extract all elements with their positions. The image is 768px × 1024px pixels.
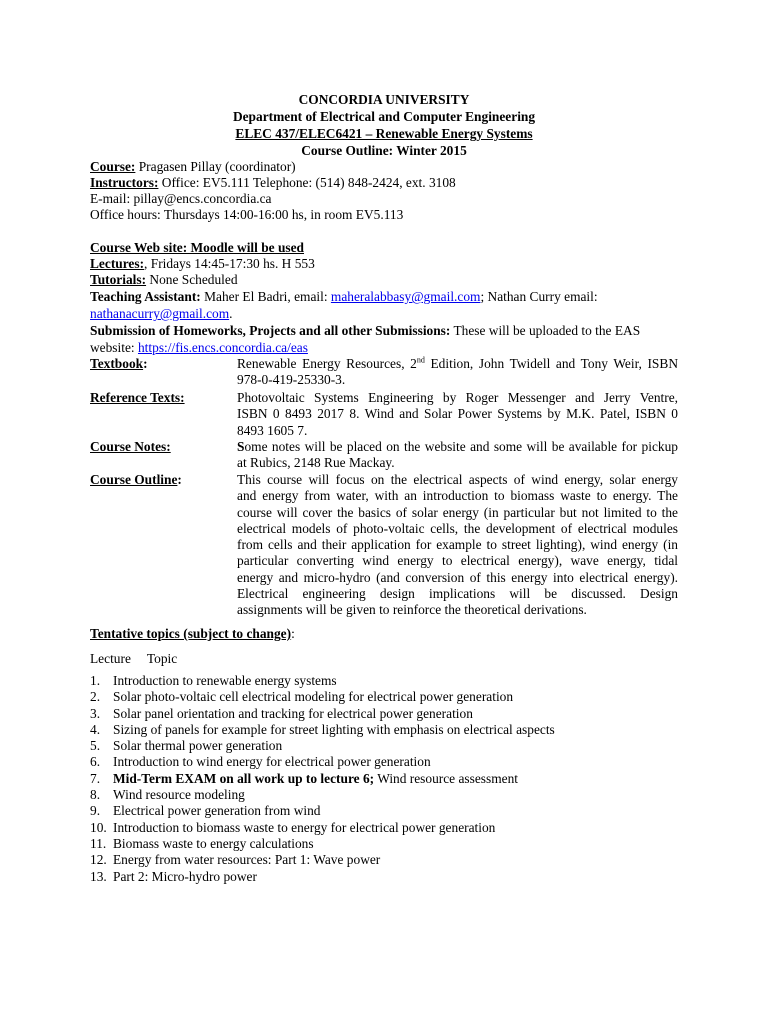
eas-website-link[interactable]: https://fis.encs.concordia.ca/eas: [137, 340, 308, 355]
outline-line: and energy from water, with an introduction to biomass waste to energy. The: [237, 488, 678, 504]
reference-line-2: ISBN 0 8493 2017 8. Wind and Solar Power Systems by M.K. Patel, ISBN 0: [237, 406, 678, 422]
list-item-number: 4.: [90, 721, 101, 737]
outline-line: particular converting wind energy to electrical energy), wave energy, tidal: [237, 553, 678, 569]
list-item-text: Solar thermal power generation: [113, 738, 283, 754]
course-notes-value: [237, 439, 678, 472]
reference-line-1: Photovoltaic Systems Engineering by Roger Messenger and Jerry Ventre,: [237, 390, 678, 405]
instructors-value: Office: EV5.111 Telephone: (514) 848-2424, ext. 3108: [158, 175, 456, 190]
office-hours-line: Office hours: Thursdays 14:00-16:00 hs, in room EV5.113: [90, 207, 404, 222]
list-item-text: Introduction to renewable energy systems: [113, 673, 337, 688]
textbook-sup: nd: [416, 355, 425, 365]
ta-line: [90, 289, 598, 305]
list-item-number: 11.: [90, 835, 107, 851]
course-outline-value: [237, 472, 678, 619]
list-item-number: 13.: [90, 868, 107, 884]
department-title: Department of Electrical and Computer Engineering: [232, 109, 536, 124]
reference-line-3: 8493 1605 7.: [237, 422, 308, 438]
topics-heading-colon: :: [291, 626, 295, 641]
tutorials-line: [90, 272, 238, 288]
outline-term-title: Course Outline: Winter 2015: [301, 143, 467, 158]
ta-value-mid: ; Nathan Curry email:: [480, 289, 598, 304]
outline-line: assignments will be given to reinforce the theoretical derivations.: [237, 602, 587, 618]
topics-heading-text: Tentative topics (subject to change): [90, 626, 292, 641]
course-code-title: ELEC 437/ELEC6421 – Renewable Energy Systems: [235, 126, 533, 141]
submission-website-line: [90, 340, 308, 356]
textbook-line-1: [237, 356, 678, 372]
list-item-text: Sizing of panels for example for street lighting with emphasis on electrical aspects: [113, 721, 555, 737]
outline-line: energy and micro-hydro (and conversion of this energy into electrical energy).: [237, 569, 678, 585]
university-title: CONCORDIA UNIVERSITY: [298, 92, 470, 107]
outline-line: This course will focus on the electrical aspects of wind energy, solar energy: [237, 472, 678, 487]
email-line: E-mail: pillay@encs.concordia.ca: [90, 191, 272, 206]
topic-column-header: Topic: [146, 651, 178, 666]
course-value: Pragasen Pillay (coordinator): [135, 159, 296, 174]
outline-line: from cells and their application for example to street lighting), wind energy (in: [237, 537, 678, 553]
list-item-text: Wind resource modeling: [113, 787, 245, 803]
list-item-number: 2.: [90, 689, 101, 705]
textbook-value: [237, 356, 678, 389]
list-item-number: 1.: [90, 673, 101, 688]
textbook-line-2: 978-0-419-25330-3.: [237, 372, 346, 388]
ta-line-2: [90, 306, 232, 322]
course-website-line: Course Web site: Moodle will be used: [90, 240, 305, 255]
course-label: Course:: [90, 159, 136, 174]
list-item-text: Solar photo-voltaic cell electrical modeling for electrical power generation: [113, 689, 514, 705]
textbook-line-1-post: Edition, John Twidell and Tony Weir, ISBN: [424, 356, 678, 371]
course-outline-colon: :: [177, 472, 182, 487]
lectures-line: [90, 256, 315, 272]
course-notes-line-1: [237, 439, 678, 455]
list-item-text: Introduction to wind energy for electrical power generation: [113, 754, 431, 770]
lectures-value: , Fridays 14:45-17:30 hs. H 553: [144, 256, 315, 271]
submission-value: These will be uploaded to the EAS: [450, 323, 641, 338]
course-outline-label: [90, 472, 182, 488]
reference-value: [237, 390, 678, 439]
list-item-number: 9.: [90, 803, 101, 819]
submission-label: Submission of Homeworks, Projects and all other Submissions:: [90, 323, 451, 338]
website-prefix: website:: [90, 340, 138, 355]
course-outline-label-text: Course Outline: [90, 472, 178, 487]
list-item-text: Introduction to biomass waste to energy for electrical power generation: [113, 819, 496, 835]
list-item-text: Part 2: Micro-hydro power: [113, 868, 257, 884]
list-item-text: Biomass waste to energy calculations: [113, 835, 314, 851]
tutorials-label: Tutorials:: [90, 272, 147, 287]
instructors-line: [90, 175, 456, 191]
list-item-bold-text: Mid-Term EXAM on all work up to lecture 6;: [113, 770, 375, 786]
outline-line: course will cover the basics of solar energy (in particular but not limited to the: [237, 504, 678, 520]
list-item-number: 10.: [90, 819, 107, 835]
instructors-label: Instructors:: [90, 175, 159, 190]
course-notes-first-letter: S: [237, 439, 245, 454]
tutorials-value: None Scheduled: [146, 272, 238, 287]
ta-value: Maher El Badri, email:: [200, 289, 331, 304]
course-line: [90, 159, 296, 175]
ta-end: .: [229, 306, 233, 321]
list-item-text: Solar panel orientation and tracking for electrical power generation: [113, 705, 473, 721]
textbook-line-1-pre: Renewable Energy Resources, 2: [237, 356, 417, 371]
textbook-label: [90, 356, 148, 372]
list-item-rest-text: Wind resource assessment: [374, 770, 518, 786]
lecture-column-header: Lecture: [90, 651, 131, 666]
outline-line: electrical models of photo-voltaic cells, the development of electrical modules: [237, 520, 678, 536]
reference-label: Reference Texts:: [90, 390, 185, 405]
course-notes-line-2: at Rubics, 2148 Rue Mackay.: [237, 455, 395, 471]
list-item-number: 6.: [90, 754, 101, 770]
course-notes-label: Course Notes:: [90, 439, 171, 454]
list-item-number: 7.: [90, 770, 101, 786]
list-item-number: 12.: [90, 852, 107, 868]
ta-email-link-1[interactable]: maheralabbasy@gmail.com: [330, 289, 481, 304]
textbook-colon: :: [143, 356, 148, 371]
list-item-text: Electrical power generation from wind: [113, 803, 321, 819]
list-item-text: [113, 771, 518, 787]
lectures-label: Lectures:: [90, 256, 145, 271]
textbook-label-text: Textbook: [90, 356, 144, 371]
list-item-number: 5.: [90, 738, 101, 754]
list-item-number: 3.: [90, 705, 101, 721]
list-item-text: Energy from water resources: Part 1: Wave power: [113, 852, 381, 868]
ta-email-link-2[interactable]: nathanacurry@gmail.com: [90, 306, 230, 321]
ta-label: Teaching Assistant:: [90, 289, 201, 304]
outline-line: Electrical engineering design implications will be discussed. Design: [237, 586, 678, 602]
topics-heading: [90, 626, 295, 642]
course-notes-line-1-text: ome notes will be placed on the website and some will be available for pickup: [244, 439, 678, 454]
list-item-number: 8.: [90, 787, 101, 803]
topics-columns: [90, 651, 177, 667]
submission-line: [90, 323, 640, 339]
